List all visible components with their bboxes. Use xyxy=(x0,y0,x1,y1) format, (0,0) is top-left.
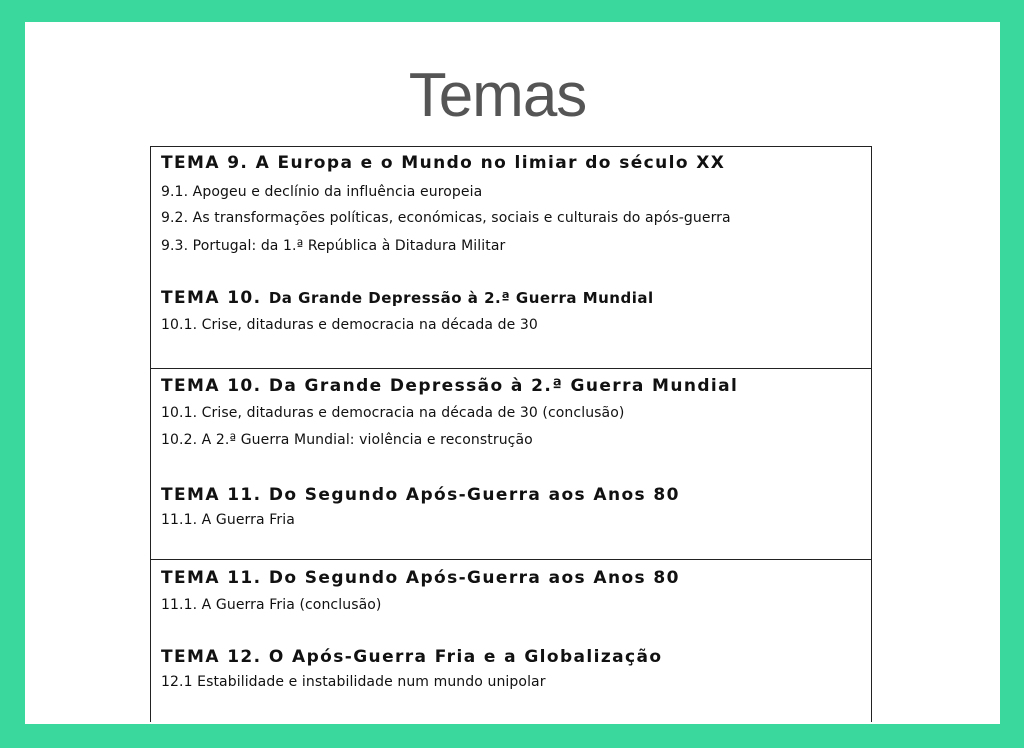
tema-heading xyxy=(161,288,654,308)
tema-number: TEMA 11. xyxy=(161,485,262,505)
tema-heading xyxy=(161,568,680,588)
tema-title: O Após-Guerra Fria e a Globalização xyxy=(268,647,663,667)
tema-number: TEMA 10. xyxy=(161,376,262,396)
subtopic-item: 10.1. Crise, ditaduras e democracia na década de 30 xyxy=(161,317,538,333)
tema-number: TEMA 12. xyxy=(161,647,262,667)
subtopic-item: 9.1. Apogeu e declínio da influência europeia xyxy=(161,184,483,200)
subtopic-item: 9.3. Portugal: da 1.ª República à Ditadura Militar xyxy=(161,238,506,254)
tema-heading xyxy=(161,647,662,667)
tema-title: Da Grande Depressão à 2.ª Guerra Mundial xyxy=(268,376,739,396)
table-section-1 xyxy=(151,147,871,369)
tema-heading xyxy=(161,376,738,396)
tema-number: TEMA 11. xyxy=(161,568,262,588)
subtopic-item: 12.1 Estabilidade e instabilidade num mundo unipolar xyxy=(161,674,546,690)
table-section-2 xyxy=(151,369,871,560)
tema-number: TEMA 10. xyxy=(161,288,262,308)
tema-number: TEMA 9. xyxy=(161,153,249,173)
subtopic-item: 11.1. A Guerra Fria (conclusão) xyxy=(161,597,382,613)
temas-table xyxy=(150,146,872,722)
subtopic-item: 10.2. A 2.ª Guerra Mundial: violência e reconstrução xyxy=(161,432,533,448)
tema-title: A Europa e o Mundo no limiar do século XX xyxy=(255,153,726,173)
subtopic-item: 11.1. A Guerra Fria xyxy=(161,512,295,528)
tema-heading xyxy=(161,153,725,173)
tema-title: Do Segundo Após-Guerra aos Anos 80 xyxy=(268,485,680,505)
table-section-3 xyxy=(151,560,871,723)
tema-title: Do Segundo Após-Guerra aos Anos 80 xyxy=(268,568,680,588)
subtopic-item: 9.2. As transformações políticas, económicas, sociais e culturais do após-guerra xyxy=(161,210,731,226)
slide xyxy=(25,22,1000,724)
tema-heading xyxy=(161,485,680,505)
slide-title: Temas xyxy=(408,61,587,130)
tema-title: Da Grande Depressão à 2.ª Guerra Mundial xyxy=(268,289,654,307)
subtopic-item: 10.1. Crise, ditaduras e democracia na década de 30 (conclusão) xyxy=(161,405,625,421)
